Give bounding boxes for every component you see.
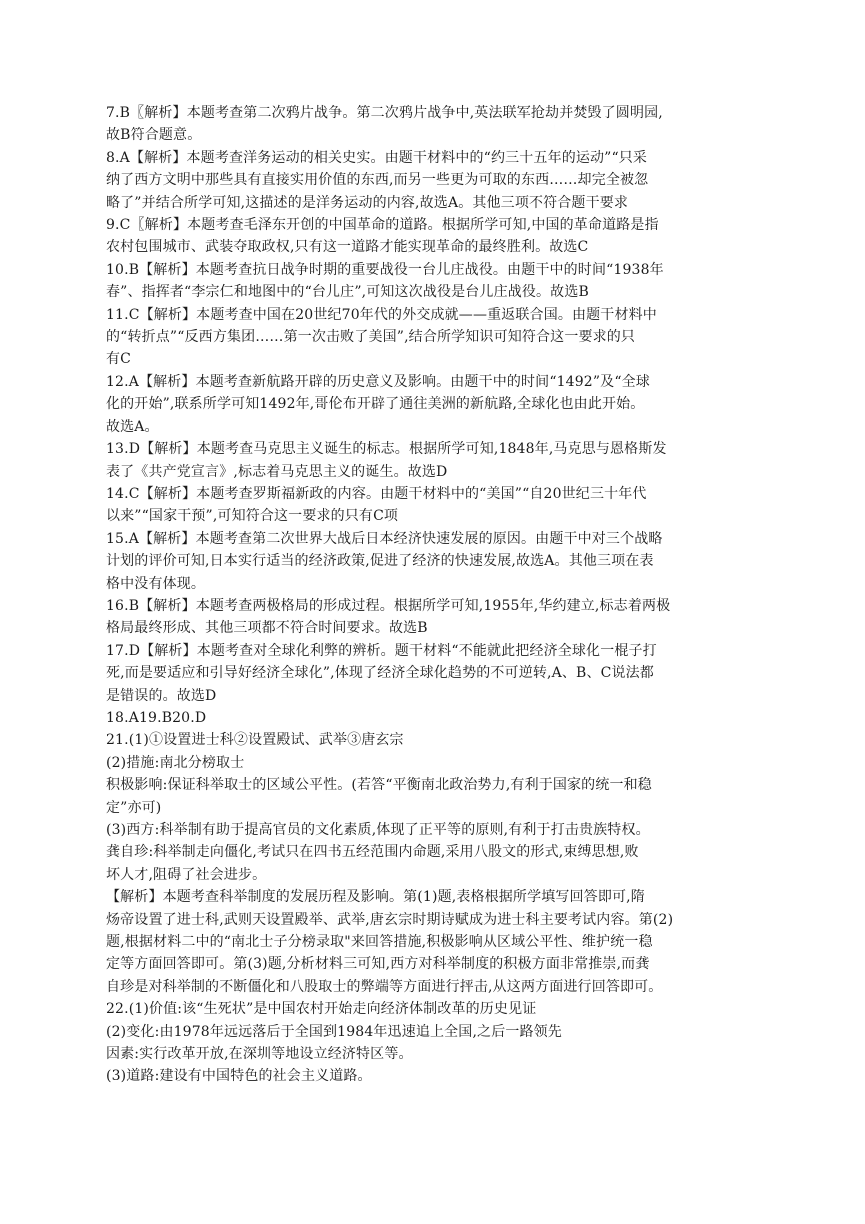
text-line: 计划的评价可知,日本实行适当的经济政策,促进了经济的快速发展,故选A。其他三项在表 bbox=[106, 553, 654, 570]
text-line: 15.A【解析】本题考查第二次世界大战后日本经济快速发展的原因。由题干中对三个战略 bbox=[106, 530, 663, 547]
text-line: 题,根据材料二中的“南北士子分榜录取"来回答措施,积极影响从区域公平性、维护统一稳 bbox=[106, 934, 653, 951]
text-line: 8.A【解析】本题考查洋务运动的相关史实。由题干材料中的“约三十五年的运动”“只采 bbox=[106, 149, 648, 166]
text-line: 死,而是要适应和引导好经济全球化”,体现了经济全球化趋势的不可逆转,A、B、C说法都 bbox=[106, 665, 654, 682]
text-line: 定等方面回答即可。第(3)题,分析材料三可知,西方对科举制度的积极方面非常推崇,而龚 bbox=[106, 956, 650, 973]
text-line: (2)措施:南北分榜取士 bbox=[106, 754, 245, 771]
text-line: 自珍是对科举制的不断僵化和八股取士的弊端等方面进行抨击,从这两方面进行回答即可。 bbox=[106, 978, 663, 995]
text-line: 因素:实行改革开放,在深圳等地设立经济特区等。 bbox=[106, 1046, 413, 1063]
text-line: 略了”并结合所学可知,这描述的是洋务运动的内容,故选A。其他三项不符合题干要求 bbox=[106, 194, 629, 211]
text-line: 炀帝设置了进士科,武则天设置殿举、武举,唐玄宗时期诗赋成为进士科主要考试内容。第(2) bbox=[106, 911, 674, 928]
text-line: (2)变化:由1978年远远落后于全国到1984年迅速追上全国,之后一路领先 bbox=[106, 1023, 562, 1040]
text-line: 故选A。 bbox=[106, 418, 159, 435]
text-line: 农村包围城市、武装夺取政权,只有这一道路才能实现革命的最终胜利。故选C bbox=[106, 239, 589, 256]
text-line: 的“转折点”“反西方集团……第一次击败了美国”,结合所学知识可知符合这一要求的只 bbox=[106, 329, 636, 346]
text-line: 7.B〖解析】本题考查第二次鸦片战争。第二次鸦片战争中,英法联军抢劫并焚毁了圆明园, bbox=[106, 105, 663, 121]
text-line: 16.B【解析】本题考查两极格局的形成过程。根据所学可知,1955年,华约建立,标志着两极 bbox=[106, 597, 671, 614]
text-line: 格中没有体现。 bbox=[106, 575, 206, 592]
text-line: 13.D【解析】本题考查马克思主义诞生的标志。根据所学可知,1848年,马克思与恩格斯发 bbox=[106, 441, 667, 458]
text-line: 积极影响:保证科举取士的区域公平性。(若答“平衡南北政治势力,有利于国家的统一和稳 bbox=[106, 777, 652, 794]
text-line: 是错误的。故选D bbox=[106, 687, 217, 704]
text-line: 17.D【解析】本题考查对全球化利弊的辨析。题干材料“不能就此把经济全球化一棍子打 bbox=[106, 642, 657, 659]
text-line: 10.B【解析】本题考查抗日战争时期的重要战役一台儿庄战役。由题干中的时间“1938年 bbox=[106, 261, 664, 278]
text-line: 故B符合题意。 bbox=[106, 127, 202, 144]
text-line: (3)道路:建设有中国特色的社会主义道路。 bbox=[106, 1068, 372, 1085]
text-line: 以来”“国家干预”,可知符合这一要求的只有C项 bbox=[106, 508, 399, 525]
text-line: 12.A【解析】本题考查新航路开辟的历史意义及影响。由题干中的时间“1492”及“全球 bbox=[106, 373, 650, 390]
text-line: 11.C【解析】本题考查中国在20世纪70年代的外交成就——重返联合国。由题干材料中 bbox=[106, 306, 657, 323]
text-line: 22.(1)价值:该“生死状”是中国农村开始走向经济体制改革的历史见证 bbox=[106, 1001, 537, 1018]
text-line: 格局最终形成、其他三项都不符合时间要求。故选B bbox=[106, 620, 428, 637]
text-line: 纳了西方文明中那些具有直接实用价值的东西,而另一些更为可取的东西……却完全被忽 bbox=[106, 172, 649, 189]
text-line: 定”亦可) bbox=[106, 799, 162, 816]
text-line: 21.(1)①设置进士科②设置殿试、武举③唐玄宗 bbox=[106, 732, 404, 749]
text-line: 【解析】本题考查科举制度的发展历程及影响。第(1)题,表格根据所学填写回答即可,隋 bbox=[106, 889, 645, 906]
text-line: 9.C〖解析】本题考查毛泽东开创的中国革命的道路。根据所学可知,中国的革命道路是指 bbox=[106, 217, 659, 234]
text-line: 龚自珍:科举制走向僵化,考试只在四书五经范围内命题,采用八股文的形式,束缚思想,败 bbox=[106, 844, 639, 861]
text-line: 化的开始”,联系所学可知1492年,哥伦布开辟了通往美洲的新航路,全球化也由此开始。 bbox=[106, 396, 645, 413]
text-line: 14.C【解析】本题考查罗斯福新政的内容。由题干材料中的“美国”“自20世纪三十年代 bbox=[106, 485, 647, 502]
text-line: 有C bbox=[106, 351, 132, 368]
text-line: 春”、指挥者“李宗仁和地图中的“台儿庄”,可知这次战役是台儿庄战役。故选B bbox=[106, 284, 589, 301]
text-line: 表了《共产党宣言》,标志着马克思主义的诞生。故选D bbox=[106, 463, 448, 480]
text-line: 18.A19.B20.D bbox=[106, 709, 207, 726]
text-line: (3)西方:科举制有助于提高官员的文化素质,体现了正平等的原则,有利于打击贵族特权。 bbox=[106, 822, 650, 838]
text-line: 坏人才,阻碍了社会进步。 bbox=[106, 866, 267, 883]
